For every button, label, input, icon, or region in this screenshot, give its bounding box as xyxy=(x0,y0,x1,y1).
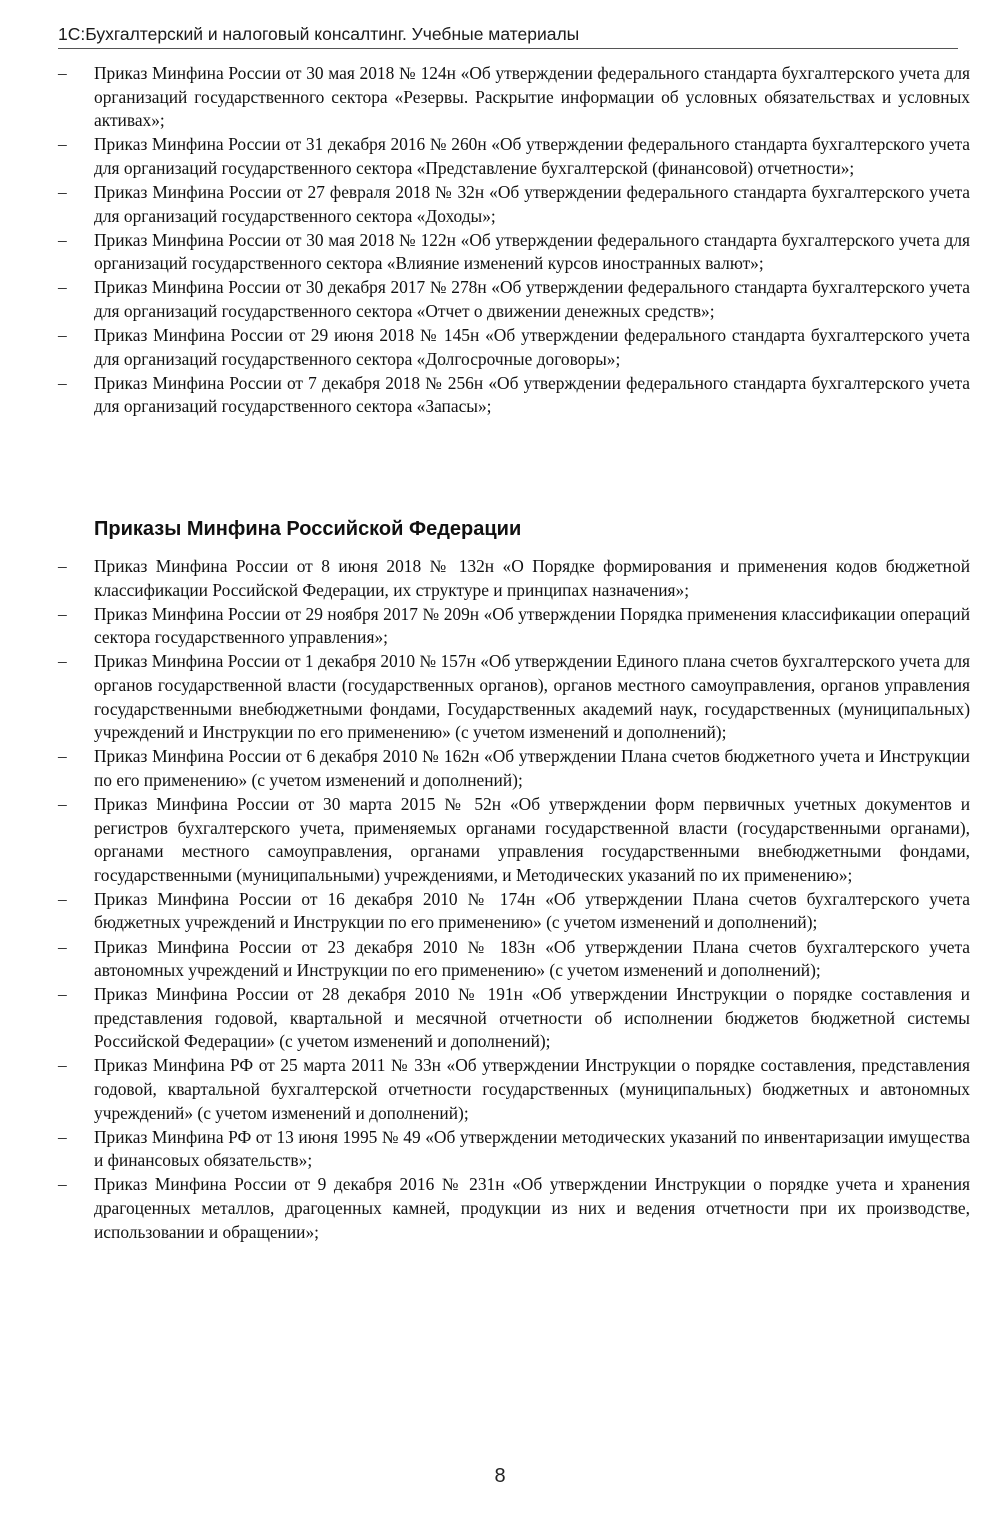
page-header xyxy=(58,22,958,49)
dash-bullet: – xyxy=(58,888,67,909)
dash-bullet: – xyxy=(58,372,67,393)
list-item xyxy=(58,650,970,744)
list-item xyxy=(58,983,970,1054)
list-item-text: Приказ Минфина России от 29 ноября 2017 № 209н «Об утверждении Порядка применения классификации операций сектора государственного управления»; xyxy=(94,603,970,648)
dash-bullet: – xyxy=(58,984,67,1005)
list-item-text: Приказ Минфина России от 9 декабря 2016 № 231н «Об утверждении Инструкции о порядке учета и хранения драгоценных металлов, драгоценных камней, продукции из них и ведения отчетности при их производстве, использовании и обращении»; xyxy=(94,1174,970,1242)
list-item xyxy=(58,1054,970,1125)
list-item-text: Приказ Минфина России от 6 декабря 2010 № 162н «Об утверждении Плана счетов бюджетного учета и Инструкции по его применению» (с учетом изменений и дополнений); xyxy=(94,746,970,790)
list-item xyxy=(58,181,970,228)
list-item-text: Приказ Минфина России от 7 декабря 2018 № 256н «Об утверждении федерального стандарта бухгалтерского учета для организаций государственного сектора «Запасы»; xyxy=(94,372,970,417)
list-item-text: Приказ Минфина России от 1 декабря 2010 № 157н «Об утверждении Единого плана счетов бухгалтерского учета для органов государственной власти (государственных органов), органов местного самоуправления, органов управления государственными внебюджетными фондами, Государственных академий наук, государственных (муниципальных) учреждений и Инструкции по его применению» (с учетом изменений и дополнений); xyxy=(94,651,970,743)
dash-bullet: – xyxy=(58,746,67,767)
dash-bullet: – xyxy=(58,63,67,83)
dash-bullet: – xyxy=(58,277,67,298)
list-item-text: Приказ Минфина России от 23 декабря 2010 № 183н «Об утверждении Плана счетов бухгалтерского учета автономных учреждений и Инструкции по его применению» (с учетом изменений и дополнений); xyxy=(94,936,970,981)
standards-list xyxy=(58,62,970,419)
list-item xyxy=(58,793,970,887)
dash-bullet: – xyxy=(58,325,67,346)
list-item-text: Приказ Минфина России от 28 декабря 2010 № 191н «Об утверждении Инструкции о порядке составления и представления годовой, квартальной и месячной отчетности об исполнении бюджетов бюджетной системы Российской Федерации» (с учетом изменений и дополнений); xyxy=(94,984,970,1052)
list-item xyxy=(58,62,970,133)
header-title: 1С:Бухгалтерский и налоговый консалтинг. Учебные материалы xyxy=(58,24,580,44)
dash-bullet: – xyxy=(58,603,67,624)
dash-bullet: – xyxy=(58,134,67,155)
list-item-text: Приказ Минфина России от 8 июня 2018 № 132н «О Порядке формирования и применения кодов бюджетной классификации Российской Федерации, их структуре и принципах назначения»; xyxy=(94,556,970,600)
list-item-text: Приказ Минфина России от 31 декабря 2016 № 260н «Об утверждении федерального стандарта бухгалтерского учета для организаций государственного сектора «Представление бухгалтерской (финансовой) отчетности»; xyxy=(94,134,970,178)
dash-bullet: – xyxy=(58,1055,67,1076)
list-item-text: Приказ Минфина России от 27 февраля 2018 № 32н «Об утверждении федерального стандарта бухгалтерского учета для организаций государственного сектора «Доходы»; xyxy=(94,181,970,226)
dash-bullet: – xyxy=(58,793,67,814)
list-item xyxy=(58,603,970,650)
dash-bullet: – xyxy=(58,181,67,202)
list-item xyxy=(58,324,970,371)
list-item xyxy=(58,1173,970,1244)
list-item-text: Приказ Минфина РФ от 25 марта 2011 № 33н «Об утверждении Инструкции о порядке составления, представления годовой, квартальной бухгалтерской отчетности государственных (муниципальных) бюджетных и автономных учреждений» (с учетом изменений и дополнений); xyxy=(94,1055,970,1123)
list-item xyxy=(58,133,970,180)
dash-bullet: – xyxy=(58,651,67,672)
list-item xyxy=(58,745,970,792)
list-item xyxy=(58,555,970,602)
list-item-text: Приказ Минфина России от 30 декабря 2017 № 278н «Об утверждении федерального стандарта бухгалтерского учета для организаций государственного сектора «Отчет о движении денежных средств»; xyxy=(94,277,970,321)
page-number: 8 xyxy=(494,1465,506,1487)
list-item-text: Приказ Минфина РФ от 13 июня 1995 № 49 «Об утверждении методических указаний по инвентаризации имущества и финансовых обязательств»; xyxy=(94,1126,970,1171)
dash-bullet: – xyxy=(58,1174,67,1195)
dash-bullet: – xyxy=(58,229,67,250)
list-item xyxy=(58,936,970,983)
dash-bullet: – xyxy=(58,556,67,576)
dash-bullet: – xyxy=(58,936,67,957)
list-item-text: Приказ Минфина России от 16 декабря 2010 № 174н «Об утверждении Плана счетов бухгалтерского учета бюджетных учреждений и Инструкции по его применению» (с учетом изменений и дополнений); xyxy=(94,888,970,933)
list-item xyxy=(58,888,970,935)
list-item xyxy=(58,276,970,323)
list-item-text: Приказ Минфина России от 30 мая 2018 № 122н «Об утверждении федерального стандарта бухгалтерского учета для организаций государственного сектора «Влияние изменений курсов иностранных валют»; xyxy=(94,229,970,274)
orders-list xyxy=(58,555,970,1245)
list-item-text: Приказ Минфина России от 30 марта 2015 № 52н «Об утверждении форм первичных учетных документов и регистров бухгалтерского учета, применяемых органами государственной власти (государственными органами), органами местного самоуправления, органами управления государственными внебюджетными фондами, государственными (муниципальными) учреждениями, и Методических указаний по их применению»; xyxy=(94,793,970,885)
section-title: Приказы Минфина Российской Федерации xyxy=(94,518,522,540)
list-item xyxy=(58,372,970,419)
list-item xyxy=(58,229,970,276)
list-item-text: Приказ Минфина России от 29 июня 2018 № 145н «Об утверждении федерального стандарта бухгалтерского учета для организаций государственного сектора «Долгосрочные договоры»; xyxy=(94,325,970,369)
dash-bullet: – xyxy=(58,1126,67,1147)
list-item-text: Приказ Минфина России от 30 мая 2018 № 124н «Об утверждении федерального стандарта бухгалтерского учета для организаций государственного сектора «Резервы. Раскрытие информации об условных обязательствах и условных активах»; xyxy=(94,63,970,131)
list-item xyxy=(58,1126,970,1173)
